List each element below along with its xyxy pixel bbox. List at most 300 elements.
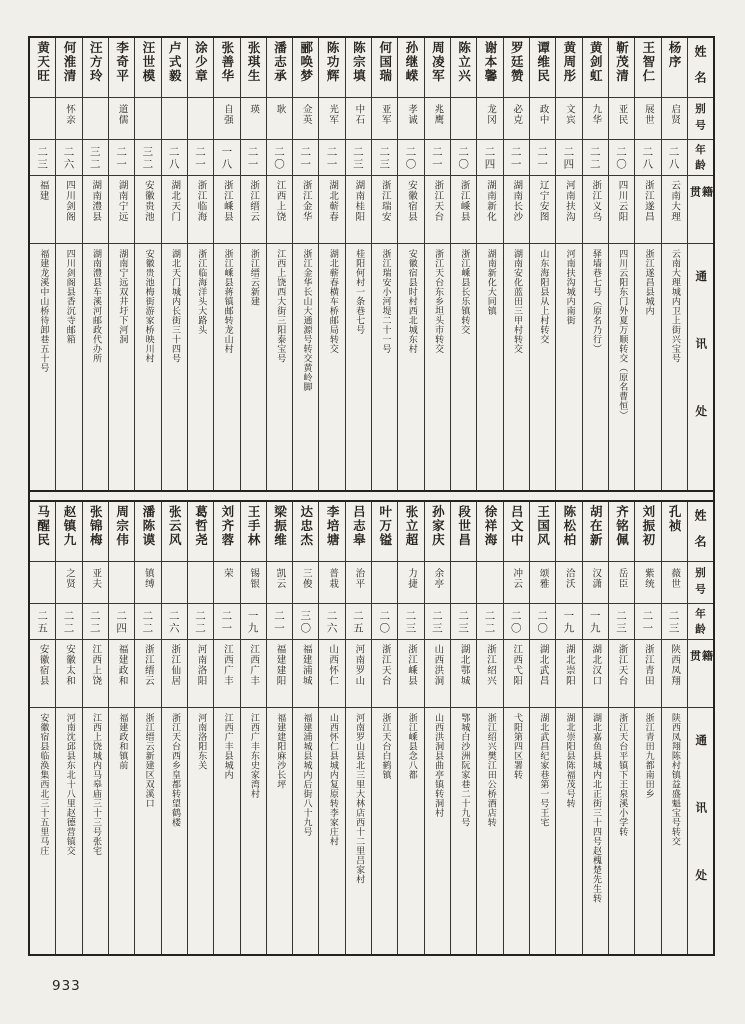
entry-origin [83,176,108,244]
entry-address-text: 浙江缙云新建区双溪口 [143,713,154,808]
entry-alias [319,98,344,140]
entry-alias-text: 光军 [327,104,339,125]
entry-address-text: 弋阳第四区署转 [512,713,523,780]
entry-age [530,604,555,640]
entry-origin [267,176,292,244]
entry-address [30,708,55,954]
entry-age-text: 二六 [62,146,75,171]
table-bottom [30,500,713,954]
entry-age [241,604,266,640]
entry-age-text: 三二 [141,146,154,171]
entry-name-text: 葛哲尧 [193,505,209,547]
entry-name [504,502,529,562]
entry-age-text: 二一 [115,146,128,171]
entry-alias [241,98,266,140]
entry-alias [83,98,108,140]
header-column [687,502,713,954]
person-column [582,38,608,490]
entry-name [477,38,502,98]
entry-address-text: 浙江绍兴樊江田公桥酒店转 [485,713,496,827]
entry-age [372,604,397,640]
person-column [476,38,502,490]
entry-alias [214,562,239,604]
entry-age [267,604,292,640]
entry-name-text: 潘志承 [272,41,288,83]
entry-name [635,38,660,98]
person-column [424,38,450,490]
entry-origin-text: 湖南澧县 [90,180,102,222]
entry-name [188,38,213,98]
entry-age [425,604,450,640]
entry-name-text: 张琪生 [246,41,262,83]
entry-age-text: 二〇 [615,146,628,171]
entry-name [30,502,55,562]
person-column [82,38,108,490]
entry-name [162,38,187,98]
entry-origin [609,176,634,244]
entry-name-text: 郦唤梦 [298,41,314,83]
person-column [30,502,55,954]
entry-origin-text: 山西洪洞 [432,644,444,686]
entry-name [346,502,371,562]
entry-age-text: 二二 [62,610,75,635]
entry-address [188,708,213,954]
entry-age [398,604,423,640]
entry-origin [188,640,213,708]
entry-address-text: 江西上饶西大街三阳泰宝号 [275,249,286,363]
person-column [634,502,660,954]
entry-age-text: 二二 [141,610,154,635]
entry-name [398,502,423,562]
entry-origin [530,176,555,244]
entry-origin [451,176,476,244]
person-column [661,38,687,490]
entry-age [293,140,318,176]
entry-age [162,604,187,640]
entry-alias-text: 政中 [537,104,549,125]
header-address-label-text: 通讯处 [694,734,709,937]
entry-origin-text: 湖北鄂城 [458,644,470,686]
entry-origin-text: 福建 [37,180,49,201]
entry-origin [398,176,423,244]
entry-age-text: 二八 [667,146,680,171]
entry-origin [425,176,450,244]
entry-alias-text: 余亭 [432,568,444,589]
person-column [424,502,450,954]
person-column [503,38,529,490]
entry-alias-text: 力捷 [406,568,418,589]
entry-alias-text: 荣 [221,568,233,579]
person-column [397,38,423,490]
entry-name-text: 陈功辉 [325,41,341,83]
entry-alias [398,98,423,140]
entry-address-text: 驿墙巷七号（原名乃行） [590,249,601,354]
entry-alias [214,98,239,140]
entry-address [346,708,371,954]
entry-address-text: 湖北嘉鱼县城内北正街三十四号赵槐楚先生转 [590,713,601,903]
entry-name-text: 李培塘 [325,505,341,547]
entry-age-text: 二一 [272,610,285,635]
entry-alias-text: 汉潇 [590,568,602,589]
entry-origin [372,640,397,708]
entry-address-text: 安徽宿县临涣集西北三十五里马庄 [38,713,49,856]
entry-name [451,502,476,562]
entry-name-text: 刘振初 [640,505,656,547]
entry-origin-text: 四川云阳 [616,180,628,222]
entry-name [293,38,318,98]
entry-age-text: 二二 [194,610,207,635]
entry-alias [30,98,55,140]
entry-name [162,502,187,562]
entry-address [556,708,581,954]
entry-address-text: 河南洛阳东关 [196,713,207,770]
entry-address [319,708,344,954]
entry-address-text: 湖南澧县车溪河邮政代办所 [91,249,102,363]
person-column [450,38,476,490]
entry-origin-text: 福建浦城 [300,644,312,686]
person-column [82,502,108,954]
entry-origin [346,176,371,244]
entry-alias [372,562,397,604]
person-column [476,502,502,954]
entry-address-text: 浙江嵊县念八都 [406,713,417,780]
entry-origin [30,640,55,708]
entry-alias [425,98,450,140]
entry-age-text: 二八 [641,146,654,171]
entry-alias [267,562,292,604]
entry-age-text: 二一 [246,146,259,171]
entry-address [135,244,160,490]
person-column [266,38,292,490]
entry-name [188,502,213,562]
entry-alias [162,98,187,140]
entry-origin [267,640,292,708]
entry-address [162,708,187,954]
header-age-label [688,604,713,640]
person-column [55,38,81,490]
entry-origin-text: 浙江青田 [642,644,654,686]
entry-address [267,244,292,490]
entry-origin [241,176,266,244]
entry-origin-text: 江西广丰 [248,644,260,686]
entry-origin [662,640,687,708]
entry-age-text: 二一 [325,146,338,171]
entry-alias-text: 耿 [274,104,286,115]
entry-address-text: 江西广丰县城内 [222,713,233,780]
entry-name [425,502,450,562]
entry-alias-text: 凯云 [274,568,286,589]
entry-alias [398,562,423,604]
entry-address-text: 浙江瑞安小河堤二十一号 [380,249,391,354]
entry-origin [56,176,81,244]
entry-origin-text: 江西广丰 [221,644,233,686]
entry-name-text: 陈立兴 [456,41,472,83]
entry-address-text: 河南扶沟城内南街 [564,249,575,325]
entry-alias [56,562,81,604]
entry-age-text: 二六 [167,610,180,635]
entry-origin [425,640,450,708]
entry-name [398,38,423,98]
header-origin-label-text: 籍贯 [688,186,714,215]
entry-address-text: 山东海阳县从上村转交 [538,249,549,344]
person-column [345,502,371,954]
entry-address [583,244,608,490]
entry-alias [293,562,318,604]
person-column [555,502,581,954]
header-alias-label [688,562,713,604]
entry-alias [293,98,318,140]
entry-origin-text: 湖南宁远 [116,180,128,222]
entry-address-text: 安徽贵池梅街游家桥映川村 [143,249,154,363]
entry-origin [83,640,108,708]
entry-age [56,140,81,176]
entry-name-text: 何淮清 [61,41,77,83]
entry-address-text: 福建政和镇前 [117,713,128,770]
entry-age-text: 二一 [430,146,443,171]
entry-age-text: 一九 [562,610,575,635]
entry-origin-text: 湖南长沙 [511,180,523,222]
person-column [187,502,213,954]
entry-age-text: 二三 [378,146,391,171]
entry-age [504,604,529,640]
entry-origin [609,640,634,708]
entry-age-text: 二〇 [404,146,417,171]
entry-name-text: 李奇平 [114,41,130,83]
entry-origin [398,640,423,708]
entry-address-text: 浙江天台东乡坦头市转交 [433,249,444,354]
entry-name [609,38,634,98]
entry-name [319,502,344,562]
entry-origin [635,640,660,708]
entry-age [109,604,134,640]
entry-origin-text: 浙江缙云 [248,180,260,222]
entry-address [83,244,108,490]
person-column [134,502,160,954]
entry-address [477,708,502,954]
table-top [30,38,713,492]
entry-name-text: 齐铭佩 [614,505,630,547]
entry-name-text: 潘陈谟 [140,505,156,547]
entry-age-text: 二四 [115,610,128,635]
entry-origin-text: 浙江嵊县 [458,180,470,222]
entry-age [241,140,266,176]
entry-name-text: 周凌军 [430,41,446,83]
header-origin-label-text: 籍贯 [688,650,714,679]
entry-age-text: 二一 [641,610,654,635]
entry-name-text: 王智仁 [640,41,656,83]
entry-name-text: 黄周彤 [561,41,577,83]
entry-name [56,502,81,562]
entry-alias [451,98,476,140]
entry-alias-text: 之贤 [63,568,75,589]
entry-alias-text: 冲云 [511,568,523,589]
entry-alias [188,98,213,140]
entry-address [241,244,266,490]
entry-origin [319,640,344,708]
entry-alias-text: 启贤 [669,104,681,125]
entry-age-text: 二三 [351,146,364,171]
header-name-label [688,38,713,98]
header-name-label-text: 姓名 [692,509,707,561]
entry-address [477,244,502,490]
entry-origin [556,176,581,244]
entry-address [635,708,660,954]
entry-name-text: 段世昌 [456,505,472,547]
entry-name-text: 张立超 [404,505,420,547]
entry-name-text: 胡在新 [588,505,604,547]
entry-origin [319,176,344,244]
entry-age [635,140,660,176]
entry-address [451,244,476,490]
person-column [134,38,160,490]
entry-alias [109,562,134,604]
entry-name [609,502,634,562]
entry-age [504,140,529,176]
entry-address [56,244,81,490]
entry-address-text: 桂阳何村一条巷七号 [354,249,365,335]
entry-origin [162,640,187,708]
entry-address [83,708,108,954]
entry-origin-text: 浙江遂昌 [642,180,654,222]
entry-origin-text: 浙江临海 [195,180,207,222]
entry-address-text: 湖南安化蓝田三甲村转交 [512,249,523,354]
entry-name-text: 张锦梅 [88,505,104,547]
entry-address-text: 福建浦城县城内后街八十九号 [301,713,312,837]
entry-name-text: 叶万镒 [377,505,393,547]
entry-age-text: 三二 [88,146,101,171]
entry-age [214,604,239,640]
entry-age [162,140,187,176]
entry-origin [56,640,81,708]
entry-name-text: 刘齐蓉 [219,505,235,547]
entry-name [267,38,292,98]
entry-origin-text: 浙江天台 [432,180,444,222]
person-column [608,38,634,490]
entry-origin [583,640,608,708]
entry-alias [583,562,608,604]
person-column [108,38,134,490]
header-column [687,38,713,490]
entry-age [635,604,660,640]
entry-origin-text: 湖北天门 [169,180,181,222]
entry-name-text: 卢式毅 [167,41,183,83]
person-column [30,38,55,490]
entry-address-text: 湖南新化大同镇 [485,249,496,316]
entry-name [214,38,239,98]
entry-alias [556,562,581,604]
entry-age [556,140,581,176]
entry-age [477,140,502,176]
person-column [266,502,292,954]
entry-address-text: 山西怀仁县城内复原转李家庄村 [327,713,338,846]
entry-alias [188,562,213,604]
person-column [318,38,344,490]
entry-name-text: 孔祯 [667,505,683,533]
entry-name-text: 王手林 [246,505,262,547]
entry-alias [56,98,81,140]
entry-alias-text: 岳臣 [616,568,628,589]
entry-age-text: 二六 [325,610,338,635]
entry-name-text: 张善华 [219,41,235,83]
entry-address-text: 浙江金华长山大通源号转交黄岭脚 [301,249,312,392]
entry-address [293,708,318,954]
entry-name [56,38,81,98]
entry-alias-text: 颂雅 [537,568,549,589]
entry-name [530,502,555,562]
person-column [213,502,239,954]
entry-address [425,708,450,954]
entry-alias-text: 龙冈 [484,104,496,125]
entry-origin [504,176,529,244]
entry-name-text: 赵镇九 [61,505,77,547]
entry-address [135,708,160,954]
entry-age-text: 二二 [88,610,101,635]
header-origin-label [688,176,713,244]
entry-alias [425,562,450,604]
entry-address [241,708,266,954]
entry-age [56,604,81,640]
entry-age-text: 二〇 [509,610,522,635]
entry-alias [504,562,529,604]
entry-alias-text: 亚夫 [90,568,102,589]
entry-age-text: 二三 [457,610,470,635]
entry-address-text: 湖北崇阳县陈福茂号转 [564,713,575,808]
entry-age-text: 二一 [536,146,549,171]
entry-age-text: 二〇 [272,146,285,171]
entry-origin [477,640,502,708]
entry-alias [241,562,266,604]
entry-age [662,604,687,640]
entry-address-text: 浙江嵊县蒋镇邮转龙山村 [222,249,233,354]
entry-address-text: 湖南宁远双井圩下河洞 [117,249,128,344]
header-address-label [688,244,713,490]
entry-alias [609,98,634,140]
entry-address [662,244,687,490]
entry-alias [451,562,476,604]
entry-address [662,708,687,954]
entry-age [556,604,581,640]
entry-age [83,604,108,640]
entry-alias [346,562,371,604]
entry-origin [109,176,134,244]
entry-origin-text: 浙江瑞安 [379,180,391,222]
entry-alias [662,98,687,140]
entry-alias-text: 亚民 [616,104,628,125]
entry-name [662,38,687,98]
entry-origin [214,640,239,708]
entry-alias [530,562,555,604]
person-column [161,38,187,490]
header-address-label [688,708,713,954]
entry-origin-text: 浙江金华 [300,180,312,222]
person-column [318,502,344,954]
person-column [371,38,397,490]
entry-address [346,244,371,490]
entry-name-text: 汪世模 [140,41,156,83]
entry-alias-text: 锡银 [248,568,260,589]
entry-alias [635,98,660,140]
entry-origin-text: 湖北武昌 [537,644,549,686]
entry-origin-text: 湖南桂阳 [353,180,365,222]
entry-address [609,708,634,954]
person-column [529,38,555,490]
entry-age [425,140,450,176]
entry-name-text: 陈宗填 [351,41,367,83]
entry-origin-text: 浙江天台 [616,644,628,686]
person-column [661,502,687,954]
entry-address [56,708,81,954]
person-column [55,502,81,954]
